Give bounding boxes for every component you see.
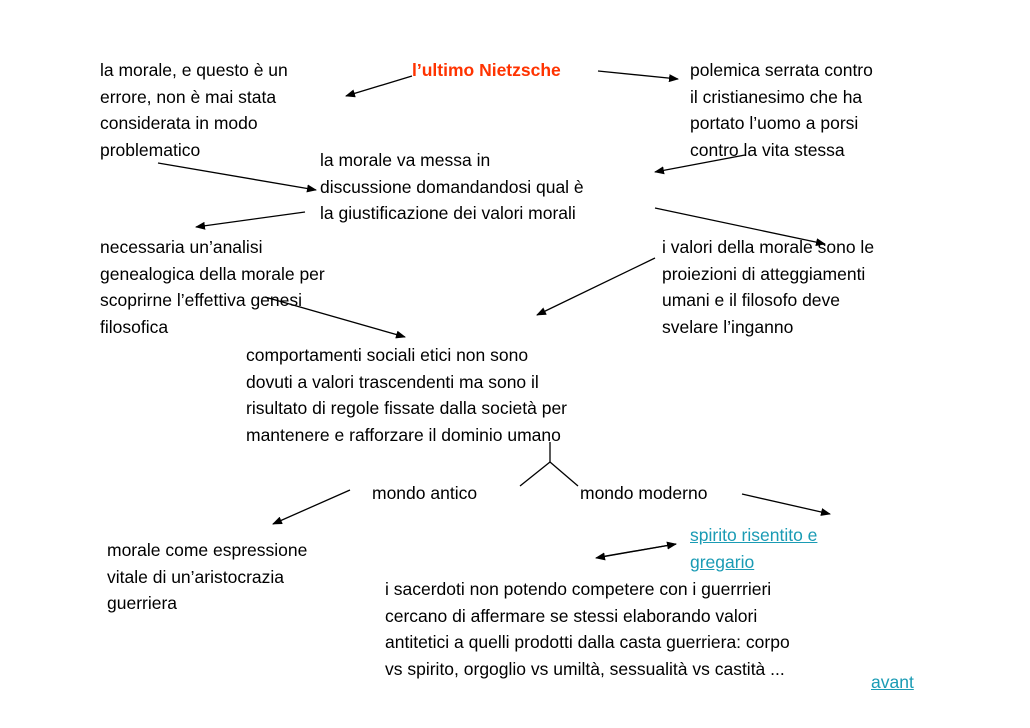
line: mantenere e rafforzare il dominio umano [246, 424, 561, 445]
tree-branch-left [520, 462, 550, 486]
line: filosofica [100, 316, 169, 337]
arrow-midright-to-center2 [537, 258, 655, 315]
line: cercano di affermare se stessi elaborando valori [385, 605, 758, 626]
node-center-1 [320, 147, 584, 227]
line: i valori della morale sono le [662, 237, 875, 257]
node-bottom-left [107, 537, 307, 617]
line: morale come espressione [107, 540, 308, 560]
node-center-2 [246, 342, 567, 448]
arrow-title-to-right [598, 71, 678, 79]
line: comportamenti sociali etici non sono [246, 345, 529, 365]
arrow-left-to-center [158, 163, 316, 190]
tree-branch-right [550, 462, 578, 486]
nav-avant-link[interactable] [871, 669, 914, 696]
arrow-double-spirito-back [596, 544, 676, 558]
node-mid-right [662, 234, 874, 340]
line: umani e il filosofo deve [662, 290, 841, 310]
link-spirito-risentito[interactable] [690, 522, 817, 575]
link-line[interactable]: gregario [690, 551, 755, 572]
line: problematico [100, 139, 201, 160]
arrow-center-to-midleft [196, 212, 305, 227]
diagram-title [412, 57, 561, 84]
node-mondo-antico [372, 480, 477, 507]
line: genealogica della morale per [100, 263, 325, 284]
line: necessaria un’analisi [100, 237, 263, 257]
arrow-title-to-left [346, 76, 412, 96]
link-line[interactable]: spirito risentito e [690, 525, 818, 545]
line: svelare l’inganno [662, 316, 794, 337]
node-mid-left [100, 234, 325, 340]
line: i sacerdoti non potendo competere con i guerrrieri [385, 579, 772, 599]
title-text: l’ultimo Nietzsche [412, 60, 561, 80]
line: la giustificazione dei valori morali [320, 203, 576, 223]
line: contro la vita stessa [690, 139, 845, 160]
node-bottom-center [385, 576, 790, 682]
line: vitale di un’aristocrazia [107, 566, 285, 587]
line: vs spirito, orgoglio vs umiltà, sessualità vs castità ... [385, 658, 785, 679]
line: antitetici a quelli prodotti dalla casta guerriera: corpo [385, 632, 790, 652]
node-top-left [100, 57, 288, 163]
line: la morale va messa in [320, 150, 491, 170]
line: polemica serrata contro [690, 60, 873, 80]
label: mondo antico [372, 483, 478, 503]
line: dovuti a valori trascendenti ma sono il [246, 371, 539, 392]
line: errore, non è mai stata [100, 86, 277, 107]
line: risultato di regole fissate dalla società per [246, 398, 568, 418]
line: il cristianesimo che ha [690, 86, 863, 107]
line: la morale, e questo è un [100, 60, 288, 80]
line: discussione domandandosi qual è [320, 176, 584, 197]
node-top-right [690, 57, 873, 163]
node-mondo-moderno [580, 480, 707, 507]
arrow-moderno-to-right [742, 494, 830, 514]
avant-link[interactable]: avant [871, 672, 914, 692]
line: scoprirne l’effettiva genesi [100, 290, 303, 310]
line: considerata in modo [100, 113, 258, 133]
line: proiezioni di atteggiamenti [662, 263, 866, 284]
line: guerriera [107, 593, 178, 613]
label: mondo moderno [580, 483, 708, 503]
arrow-antico-to-left [273, 490, 350, 524]
line: portato l’uomo a porsi [690, 113, 859, 133]
